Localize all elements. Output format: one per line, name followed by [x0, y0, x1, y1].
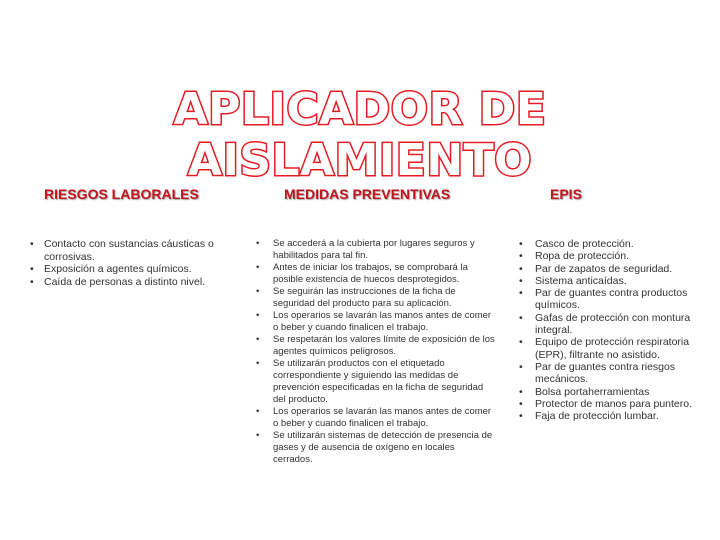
list-item: • Exposición a agentes químicos.	[30, 263, 235, 276]
list-item: • Antes de iniciar los trabajos, se comprobará la posible existencia de huecos desprotegidos.	[256, 262, 496, 286]
list-item: • Equipo de protección respiratoria (EPR), filtrante no asistido.	[519, 336, 704, 361]
medidas-list	[256, 238, 496, 466]
list-item: • Casco de protección.	[519, 238, 704, 250]
list-item: • Gafas de protección con montura integral.	[519, 312, 704, 337]
heading-medidas: MEDIDAS PREVENTIVAS	[284, 186, 451, 202]
list-item: • Caída de personas a distinto nivel.	[30, 276, 235, 289]
list-item: • Par de guantes contra productos químicos.	[519, 287, 704, 312]
list-item: • Se utilizarán sistemas de detección de presencia de gases y de ausencia de oxígeno en locales cerrados.	[256, 430, 496, 466]
list-item: • Los operarios se lavarán las manos antes de comer o beber y cuando finalicen el trabajo.	[256, 310, 496, 334]
heading-riesgos: RIESGOS LABORALES	[44, 186, 199, 202]
list-item: • Se respetarán los valores límite de exposición de los agentes químicos peligrosos.	[256, 334, 496, 358]
list-item: • Se utilizarán productos con el etiquetado correspondiente y siguiendo las medidas de prevención especificadas en la ficha de seguridad del producto.	[256, 358, 496, 406]
list-item: • Los operarios se lavarán las manos antes de comer o beber y cuando finalicen el trabajo.	[256, 406, 496, 430]
page-title: APLICADOR DE AISLAMIENTO	[173, 84, 547, 186]
epis-list	[519, 238, 704, 422]
list-item: • Sistema anticaídas.	[519, 275, 704, 287]
riesgos-list	[30, 238, 235, 288]
list-item: • Contacto con sustancias cáusticas o corrosivas.	[30, 238, 235, 263]
list-item: • Se seguirán las instrucciones de la ficha de seguridad del producto para su aplicación.	[256, 286, 496, 310]
list-item: • Faja de protección lumbar.	[519, 410, 704, 422]
list-item: • Par de zapatos de seguridad.	[519, 263, 704, 275]
list-item: • Ropa de protección.	[519, 250, 704, 262]
list-item: • Par de guantes contra riesgos mecánicos.	[519, 361, 704, 386]
list-item: • Protector de manos para puntero.	[519, 398, 704, 410]
list-item: • Se accederá a la cubierta por lugares seguros y habilitados para tal fin.	[256, 238, 496, 262]
heading-epis: EPIS	[550, 186, 582, 202]
list-item: • Bolsa portaherramientas	[519, 386, 704, 398]
